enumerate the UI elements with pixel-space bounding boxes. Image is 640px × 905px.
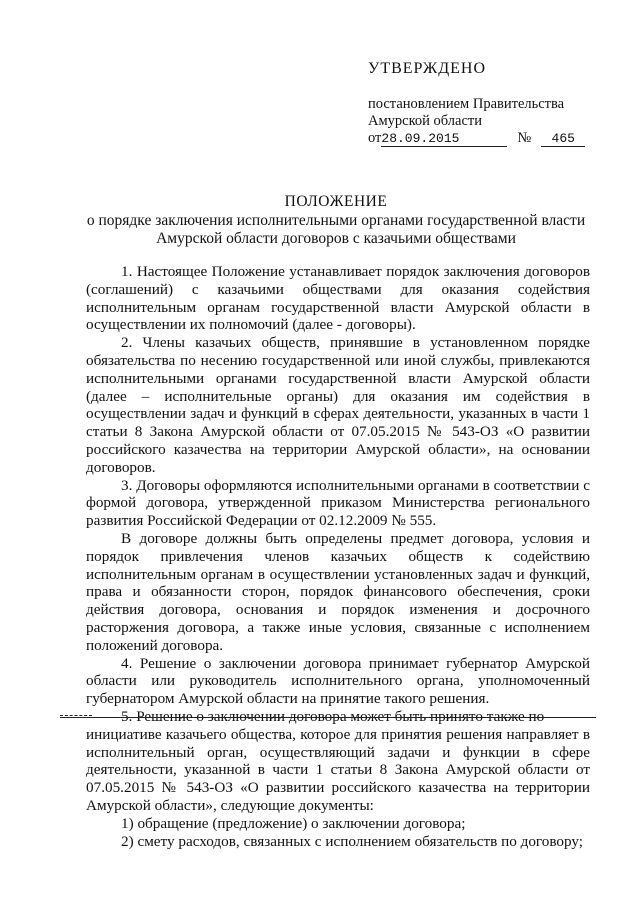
approval-title: УТВЕРЖДЕНО [368,60,487,77]
paragraph-5-continuation: инициативе казачьего общества, которое для принятия решения направляет в исполнительный орган, осуществляющий задачи и функции в сфере деятельности, указанной в части 1 статьи 8 Закона Амурской области от 07.05.2015 № 543-ОЗ «О развитии российского казачества на территории Амурской области», следующие документы: [86,725,590,814]
document-heading [60,192,612,248]
approval-date: 28.09.2015 [381,132,507,147]
approval-date-line [368,130,628,147]
paragraph-3: 3. Договоры оформляются исполнительными органами в соответствии с формой договора, утвержденной приказом Министерства регионального развития Российской Федерации от 02.12.2009 № 555. [86,476,590,530]
number-sign: № [517,130,532,146]
approval-region-line: Амурской области [368,113,482,129]
document-subtitle-line1: о порядке заключения исполнительными органами государственной власти [86,212,586,229]
document-body [86,263,590,850]
paragraph-5-struck-text: 5. Решение о заключении договора может быть принято также по [121,707,545,725]
document-title: ПОЛОЖЕНИЕ [284,193,388,210]
paragraph-5-struck-line [86,708,590,726]
paragraph-4: 4. Решение о заключении договора принимает губернатор Амурской области или руководитель исполнительного органа, уполномоченный губернатором Амурской области на принятие такого решения. [86,654,590,708]
list-item-1: 1) обращение (предложение) о заключении договора; [121,814,466,832]
strike-through-mark [60,717,596,718]
paragraph-1: 1. Настоящее Положение устанавливает порядок заключения договоров (соглашений) с казачьими обществами для оказания содействия исполнительным органам государственной власти Амурской области в осуществлении их полномочий (далее - договоры). [86,263,590,334]
approval-number: 465 [541,132,585,147]
document-subtitle-line2: Амурской области договоров с казачьими обществами [156,230,516,247]
list-item-2: 2) смету расходов, связанных с исполнением обязательств по договору; [121,832,584,850]
approval-resolution-line: постановлением Правительства [368,96,565,112]
date-prefix: от [368,130,382,146]
approval-block [368,60,628,147]
paragraph-2: 2. Члены казачьих обществ, принявшие в установленном порядке обязательства по несению государственной или иной службы, привлекаются исполнительными органами государственной власти Амурской области (далее – исполнительные органы) для оказания им содействия в осуществлении задач и функций в сферах деятельности, указанных в части 1 статьи 8 Закона Амурской области от 07.05.2015 № 543-ОЗ «О развитии российского казачества на территории Амурской области», на основании договоров. [86,334,590,476]
strike-dash-mark [60,715,92,716]
paragraph-3-continuation: В договоре должны быть определены предмет договора, условия и порядок привлечения членов казачьих обществ к содействию исполнительным органам в осуществлении установленных задач и функций, права и обязанности сторон, порядок финансового обеспечения, сроки действия договора, основания и порядок изменения и досрочного расторжения договора, а также иные условия, связанные с исполнением положений договора. [86,529,590,654]
